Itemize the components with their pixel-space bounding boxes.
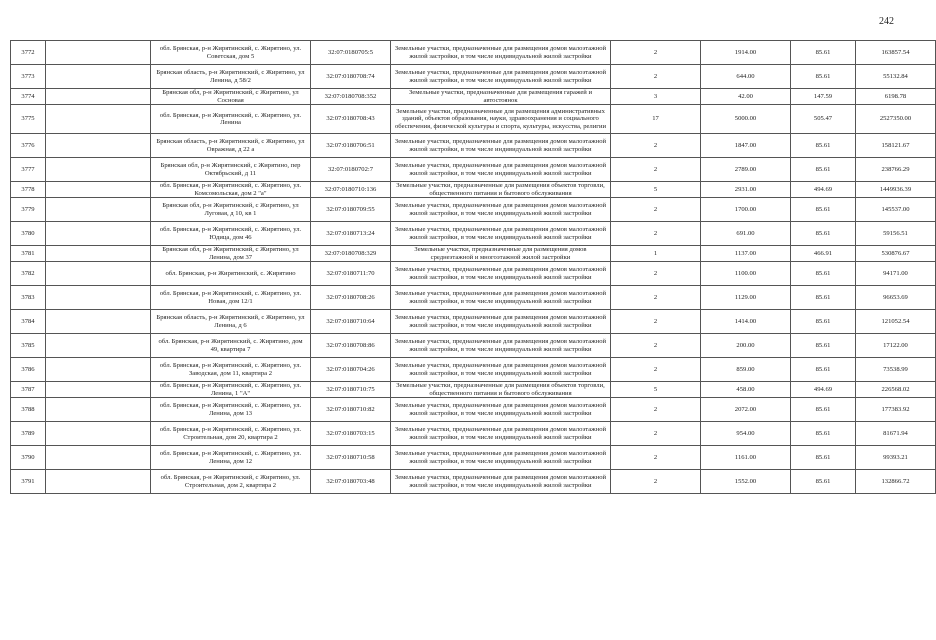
table-row [11,422,936,446]
cadastral-value: 121052.54 [856,310,936,334]
cadastral-value: 132866.72 [856,470,936,494]
blank-cell [46,286,151,310]
land-purpose: Земельные участки, предназначенные для размещения домов малоэтажной жилой застройки, в том числе индивидуальной жилой застройки [391,134,611,158]
area-cell: 2072.00 [701,398,791,422]
use-group: 2 [611,198,701,222]
use-group: 2 [611,358,701,382]
area-cell: 1161.00 [701,446,791,470]
land-purpose: Земельные участки, предназначенные для размещения домов малоэтажной жилой застройки, в том числе индивидуальной жилой застройки [391,41,611,65]
area-cell: 644.00 [701,65,791,89]
blank-cell [46,198,151,222]
address-cell: обл. Брянская, р-н Жирятинский, с. Жирятино, ул. Строительная, дом 20, квартира 2 [151,422,311,446]
cadastral-number: 32:07:0180703:48 [311,470,391,494]
cadastral-number: 32:07:0180710:75 [311,382,391,398]
land-purpose: Земельные участки, предназначенные для размещения домов малоэтажной жилой застройки, в том числе индивидуальной жилой застройки [391,222,611,246]
table-row [11,158,936,182]
unit-value: 85.61 [791,310,856,334]
blank-cell [46,358,151,382]
area-cell: 200.00 [701,334,791,358]
use-group: 2 [611,334,701,358]
table-row [11,134,936,158]
area-cell: 42.00 [701,89,791,105]
unit-value: 494.69 [791,182,856,198]
blank-cell [46,158,151,182]
record-number: 3788 [11,398,46,422]
land-purpose: Земельные участки, предназначенные для размещения домов малоэтажной жилой застройки, в том числе индивидуальной жилой застройки [391,310,611,334]
address-cell: обл. Брянская, р-н Жирятинский, с. Жирятино [151,262,311,286]
record-number: 3785 [11,334,46,358]
use-group: 5 [611,382,701,398]
blank-cell [46,182,151,198]
cadastral-number: 32:07:0180710:82 [311,398,391,422]
table-row [11,105,936,134]
cadastral-value: 226568.02 [856,382,936,398]
unit-value: 466.91 [791,246,856,262]
record-number: 3782 [11,262,46,286]
use-group: 2 [611,422,701,446]
table-row [11,358,936,382]
address-cell: Брянская обл, р-н Жирятинский, с Жирятино, ул Ленина, дом 37 [151,246,311,262]
address-cell: обл. Брянская, р-н Жирятинский, с. Жирятино, ул. Ленина, 1 "А" [151,382,311,398]
area-cell: 5000.00 [701,105,791,134]
land-purpose: Земельные участки, предназначенные для размещения домов малоэтажной жилой застройки, в том числе индивидуальной жилой застройки [391,398,611,422]
blank-cell [46,422,151,446]
use-group: 2 [611,222,701,246]
cadastral-value: 99393.21 [856,446,936,470]
land-purpose: Земельные участки, предназначенные для размещения объектов торговли, общественного питания и бытового обслуживания [391,382,611,398]
record-number: 3789 [11,422,46,446]
unit-value: 85.61 [791,470,856,494]
use-group: 5 [611,182,701,198]
unit-value: 85.61 [791,65,856,89]
land-purpose: Земельные участки, предназначенные для размещения административных зданий, объектов образования, науки, здравоохранения и социального обеспечения, физической культуры и спорта, культуры, искусства, религии [391,105,611,134]
cadastral-value: 238766.29 [856,158,936,182]
table-row [11,446,936,470]
table-row [11,182,936,198]
address-cell: Брянская область, р-н Жирятинский, с Жирятино, ул Овражная, д 22 а [151,134,311,158]
page-number: 242 [879,16,894,27]
blank-cell [46,246,151,262]
use-group: 2 [611,134,701,158]
land-purpose: Земельные участки, предназначенные для размещения домов среднеэтажной и многоэтажной жилой застройки [391,246,611,262]
cadastral-value: 73538.99 [856,358,936,382]
table-row [11,198,936,222]
land-purpose: Земельные участки, предназначенные для размещения домов малоэтажной жилой застройки, в том числе индивидуальной жилой застройки [391,470,611,494]
address-cell: обл. Брянская, р-н Жирятинский, с Жирятино, ул. Строительная, дом 2, квартира 2 [151,470,311,494]
land-purpose: Земельные участки, предназначенные для размещения домов малоэтажной жилой застройки, в том числе индивидуальной жилой застройки [391,262,611,286]
area-cell: 1847.00 [701,134,791,158]
blank-cell [46,134,151,158]
address-cell: обл. Брянская, р-н Жирятинский, с. Жирятино, ул. Комсомольская, дом 2 "а" [151,182,311,198]
cadastral-value: 94171.00 [856,262,936,286]
record-number: 3779 [11,198,46,222]
address-cell: обл. Брянская, р-н Жирятинский, с. Жирятино, ул. Ленина, дом 13 [151,398,311,422]
table-row [11,89,936,105]
address-cell: Брянская область, р-н Жирятинский, с Жирятино, ул Ленина, д 6 [151,310,311,334]
cadastral-value: 1449936.39 [856,182,936,198]
record-number: 3775 [11,105,46,134]
land-registry-table [10,40,936,494]
cadastral-number: 32:07:0180710:58 [311,446,391,470]
use-group: 2 [611,65,701,89]
table-row [11,222,936,246]
area-cell: 458.00 [701,382,791,398]
cadastral-number: 32:07:0180708:352 [311,89,391,105]
table-row [11,65,936,89]
address-cell: обл. Брянская, р-н Жирятинский, с. Жирятино, ул. Новая, дом 12/1 [151,286,311,310]
record-number: 3780 [11,222,46,246]
cadastral-value: 158121.67 [856,134,936,158]
record-number: 3784 [11,310,46,334]
address-cell: обл. Брянская, р-н Жирятинский, с. Жирятино, ул. Ленина [151,105,311,134]
use-group: 2 [611,158,701,182]
blank-cell [46,222,151,246]
use-group: 2 [611,470,701,494]
unit-value: 85.61 [791,422,856,446]
cadastral-value: 96653.69 [856,286,936,310]
cadastral-number: 32:07:0180711:70 [311,262,391,286]
table-row [11,470,936,494]
record-number: 3773 [11,65,46,89]
unit-value: 505.47 [791,105,856,134]
blank-cell [46,382,151,398]
cadastral-number: 32:07:0180708:26 [311,286,391,310]
blank-cell [46,334,151,358]
record-number: 3787 [11,382,46,398]
address-cell: Брянская обл, р-н Жирятинский, с Жирятино, ул Луговая, д 10, кв 1 [151,198,311,222]
area-cell: 1700.00 [701,198,791,222]
unit-value: 85.61 [791,262,856,286]
unit-value: 85.61 [791,446,856,470]
use-group: 1 [611,246,701,262]
unit-value: 85.61 [791,134,856,158]
cadastral-number: 32:07:0180702:7 [311,158,391,182]
address-cell: обл. Брянская, р-н Жирятинский, с. Жирятино, ул. Ленина, дом 12 [151,446,311,470]
cadastral-number: 32:07:0180708:329 [311,246,391,262]
address-cell: Брянская обл, р-н Жирятинский, с Жирятино, ул Сосновая [151,89,311,105]
cadastral-value: 6198.78 [856,89,936,105]
use-group: 2 [611,398,701,422]
land-purpose: Земельные участки, предназначенные для размещения домов малоэтажной жилой застройки, в том числе индивидуальной жилой застройки [391,65,611,89]
use-group: 2 [611,286,701,310]
cadastral-number: 32:07:0180713:24 [311,222,391,246]
registry-body [11,41,936,494]
record-number: 3774 [11,89,46,105]
land-purpose: Земельные участки, предназначенные для размещения домов малоэтажной жилой застройки, в том числе индивидуальной жилой застройки [391,422,611,446]
unit-value: 85.61 [791,358,856,382]
use-group: 2 [611,446,701,470]
land-purpose: Земельные участки, предназначенные для размещения домов малоэтажной жилой застройки, в том числе индивидуальной жилой застройки [391,286,611,310]
unit-value: 85.61 [791,398,856,422]
area-cell: 2931.00 [701,182,791,198]
blank-cell [46,446,151,470]
address-cell: обл. Брянская, р-н Жирятинский, с. Жирятино, ул. Юдица, дом 46 [151,222,311,246]
unit-value: 85.61 [791,41,856,65]
unit-value: 85.61 [791,334,856,358]
cadastral-value: 17122.00 [856,334,936,358]
unit-value: 494.69 [791,382,856,398]
cadastral-number: 32:07:0180709:55 [311,198,391,222]
table-row [11,262,936,286]
blank-cell [46,65,151,89]
record-number: 3778 [11,182,46,198]
table-row [11,246,936,262]
record-number: 3776 [11,134,46,158]
use-group: 2 [611,310,701,334]
blank-cell [46,470,151,494]
land-purpose: Земельные участки, предназначенные для размещения домов малоэтажной жилой застройки, в том числе индивидуальной жилой застройки [391,158,611,182]
land-purpose: Земельные участки, предназначенные для размещения домов малоэтажной жилой застройки, в том числе индивидуальной жилой застройки [391,358,611,382]
area-cell: 954.00 [701,422,791,446]
address-cell: обл. Брянская, р-н Жирятинский, с. Жирятино, ул. Советская, дом 5 [151,41,311,65]
cadastral-number: 32:07:0180703:15 [311,422,391,446]
record-number: 3786 [11,358,46,382]
blank-cell [46,105,151,134]
unit-value: 85.61 [791,198,856,222]
land-purpose: Земельные участки, предназначенные для размещения объектов торговли, общественного питания и бытового обслуживания [391,182,611,198]
cadastral-value: 163857.54 [856,41,936,65]
blank-cell [46,310,151,334]
land-purpose: Земельные участки, предназначенные для размещения домов малоэтажной жилой застройки, в том числе индивидуальной жилой застройки [391,446,611,470]
address-cell: Брянская обл, р-н Жирятинский, с Жирятино, пер Октябрьский, д 11 [151,158,311,182]
area-cell: 1137.00 [701,246,791,262]
land-purpose: Земельные участки, предназначенные для размещения гаражей и автостоянок [391,89,611,105]
cadastral-number: 32:07:0180708:86 [311,334,391,358]
area-cell: 691.00 [701,222,791,246]
cadastral-number: 32:07:0180708:43 [311,105,391,134]
cadastral-value: 530876.67 [856,246,936,262]
address-cell: Брянская область, р-н Жирятинский, с Жирятино, ул Ленина, д 58/2 [151,65,311,89]
record-number: 3772 [11,41,46,65]
unit-value: 85.61 [791,222,856,246]
cadastral-number: 32:07:0180710:64 [311,310,391,334]
cadastral-value: 55132.84 [856,65,936,89]
table-row [11,41,936,65]
address-cell: обл. Брянская, р-н Жирятинский, с. Жирятино, дом 49, квартира 7 [151,334,311,358]
record-number: 3781 [11,246,46,262]
cadastral-value: 81671.94 [856,422,936,446]
area-cell: 1414.00 [701,310,791,334]
cadastral-number: 32:07:0180706:51 [311,134,391,158]
blank-cell [46,41,151,65]
area-cell: 1129.00 [701,286,791,310]
record-number: 3777 [11,158,46,182]
cadastral-value: 145537.00 [856,198,936,222]
blank-cell [46,262,151,286]
unit-value: 85.61 [791,158,856,182]
use-group: 3 [611,89,701,105]
unit-value: 147.59 [791,89,856,105]
area-cell: 1100.00 [701,262,791,286]
area-cell: 2789.00 [701,158,791,182]
record-number: 3790 [11,446,46,470]
address-cell: обл. Брянская, р-н Жирятинский, с. Жирятино, ул. Заводская, дом 11, квартира 2 [151,358,311,382]
blank-cell [46,89,151,105]
record-number: 3791 [11,470,46,494]
cadastral-number: 32:07:0180704:26 [311,358,391,382]
use-group: 2 [611,41,701,65]
table-row [11,286,936,310]
cadastral-number: 32:07:0180705:5 [311,41,391,65]
blank-cell [46,398,151,422]
cadastral-number: 32:07:0180708:74 [311,65,391,89]
use-group: 17 [611,105,701,134]
record-number: 3783 [11,286,46,310]
land-purpose: Земельные участки, предназначенные для размещения домов малоэтажной жилой застройки, в том числе индивидуальной жилой застройки [391,198,611,222]
use-group: 2 [611,262,701,286]
area-cell: 859.00 [701,358,791,382]
cadastral-value: 59156.51 [856,222,936,246]
cadastral-value: 2527350.00 [856,105,936,134]
land-purpose: Земельные участки, предназначенные для размещения домов малоэтажной жилой застройки, в том числе индивидуальной жилой застройки [391,334,611,358]
area-cell: 1914.00 [701,41,791,65]
table-row [11,398,936,422]
unit-value: 85.61 [791,286,856,310]
table-row [11,310,936,334]
area-cell: 1552.00 [701,470,791,494]
table-row [11,382,936,398]
table-row [11,334,936,358]
cadastral-value: 177383.92 [856,398,936,422]
cadastral-number: 32:07:0180710:136 [311,182,391,198]
